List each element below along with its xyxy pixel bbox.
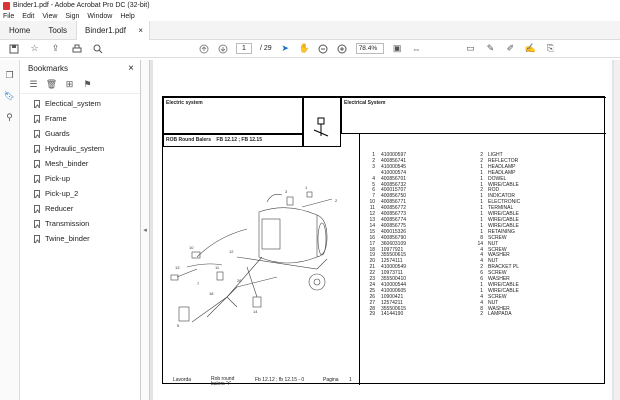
footer-product: Rob round balers "r" — [211, 376, 235, 387]
bookmark-hydraulic-system[interactable] — [20, 141, 140, 156]
sign-icon[interactable]: ✍ — [524, 43, 537, 53]
main-area — [0, 60, 620, 400]
part-description: NUT — [488, 258, 499, 265]
panel-collapse-handle[interactable] — [141, 60, 150, 400]
part-quantity: 6 — [480, 270, 483, 277]
part-description: TERMINAL — [488, 205, 514, 212]
logo-box — [303, 97, 341, 147]
tab-home[interactable]: Home — [9, 25, 31, 35]
part-position: 7 — [372, 193, 375, 200]
svg-text:5: 5 — [177, 323, 180, 328]
header-right-title: Electrical System — [344, 100, 386, 106]
zoom-out-icon[interactable] — [318, 43, 329, 54]
toolbar — [0, 40, 620, 58]
part-quantity: 4 — [480, 252, 483, 259]
bookmark-icon — [34, 205, 40, 213]
part-description: NUT — [488, 240, 499, 247]
tab-bar — [0, 21, 620, 40]
part-description: SCREW — [488, 234, 507, 241]
part-description: LIGHT — [488, 152, 503, 158]
footer-codes: Fb 12.12 ; fb 12.15 - 0 — [255, 377, 305, 383]
part-code: 400015707 — [381, 187, 407, 194]
bookmark-icon — [34, 235, 40, 243]
bookmark-label: Hydraulic_system — [45, 144, 105, 153]
hand-icon[interactable]: ✋ — [298, 43, 310, 53]
bookmark-label: Transmission — [45, 219, 90, 228]
bookmark-guards[interactable] — [20, 126, 140, 141]
footer-brand: Lavorda — [173, 377, 192, 383]
part-quantity: 1 — [480, 181, 483, 188]
part-position: 6 — [372, 187, 375, 194]
part-description: SCREW — [488, 246, 507, 253]
part-position: 28 — [369, 305, 375, 312]
bookmark-electical-system[interactable] — [20, 96, 140, 111]
header-left-box — [163, 97, 303, 134]
bookmarks-panel — [20, 60, 141, 400]
bookmarks-icon[interactable]: 🔖︎ — [3, 91, 16, 101]
tab-document-label: Binder1.pdf — [85, 25, 126, 35]
part-quantity: 4 — [480, 246, 483, 253]
bookmark-reducer[interactable] — [20, 201, 140, 216]
part-quantity: 2 — [480, 311, 483, 318]
part-position: 27 — [369, 299, 375, 306]
page-number-input[interactable]: 1 — [236, 43, 252, 54]
part-description: HEADLAMP — [488, 163, 516, 170]
part-code: 12574211 — [381, 299, 403, 306]
menu-view[interactable]: View — [42, 12, 58, 20]
panel-close-icon[interactable]: × — [128, 62, 134, 74]
part-quantity: 14 — [477, 240, 483, 247]
part-quantity: 1 — [480, 228, 483, 235]
part-quantity: 4 — [480, 293, 483, 300]
part-position: 12 — [369, 211, 375, 218]
new-bookmark-icon[interactable]: ⊞ — [65, 79, 74, 89]
part-position: 29 — [369, 311, 375, 318]
part-quantity: 1 — [480, 175, 483, 182]
star-icon[interactable]: ☆ — [30, 43, 39, 53]
svg-text:26: 26 — [237, 278, 242, 283]
part-description: ELECTRONIC — [488, 199, 521, 206]
column-divider — [359, 134, 360, 385]
model-box — [163, 134, 303, 147]
part-quantity: 2 — [480, 264, 483, 271]
brand-logo-icon — [312, 112, 332, 142]
bookmark-icon — [34, 160, 40, 168]
part-description: WIRE/CABLE — [488, 216, 519, 223]
part-position: 20 — [369, 258, 375, 265]
bookmark-pick-up-2[interactable] — [20, 186, 140, 201]
part-code: 400856750 — [381, 193, 407, 200]
part-position: 18 — [369, 246, 375, 253]
part-code: 12574111 — [381, 258, 403, 265]
prev-page-icon[interactable] — [198, 43, 209, 54]
svg-text:1: 1 — [305, 185, 308, 190]
svg-text:3: 3 — [285, 189, 288, 194]
draw-icon[interactable]: ✐ — [506, 43, 515, 53]
part-position: 26 — [369, 293, 375, 300]
menu-bar — [0, 11, 620, 21]
part-code: 400856732 — [381, 181, 407, 188]
bookmark-label: Frame — [45, 114, 67, 123]
part-code: 400856775 — [381, 222, 407, 229]
menu-sign[interactable]: Sign — [65, 12, 80, 20]
part-quantity: 2 — [480, 187, 483, 194]
part-code: 410000544 — [381, 281, 407, 288]
part-description: WIRE/CABLE — [488, 281, 519, 288]
bookmark-label: Mesh_binder — [45, 159, 89, 168]
menu-window[interactable]: Window — [87, 12, 113, 20]
part-description: WIRE/CABLE — [488, 211, 519, 218]
svg-text:13: 13 — [175, 265, 180, 270]
bookmark-mesh-binder[interactable] — [20, 156, 140, 171]
part-description: REFLECTOR — [488, 157, 519, 164]
header-right-box — [341, 97, 606, 134]
part-position: 11 — [369, 205, 375, 212]
part-row — [367, 312, 607, 318]
part-description: INDICATOR — [488, 193, 516, 200]
part-code: 400856773 — [381, 211, 407, 218]
footer-page-number: 1 — [349, 377, 352, 383]
part-quantity: 6 — [480, 276, 483, 283]
part-quantity: 1 — [480, 205, 483, 212]
svg-text:2: 2 — [335, 198, 338, 203]
part-position: 14 — [369, 222, 375, 229]
title-bar — [0, 0, 620, 11]
chevron-left-icon: ◂ — [143, 227, 147, 234]
bookmark-icon — [34, 145, 40, 153]
bookmark-icon — [34, 100, 40, 108]
part-code: 400856790 — [381, 234, 407, 241]
model-name: ROB Round Balers — [166, 137, 212, 143]
part-position: 10 — [369, 199, 375, 206]
part-quantity: 8 — [480, 305, 483, 312]
part-code: 10973711 — [381, 270, 403, 277]
part-code: 410000545 — [381, 163, 407, 170]
pdf-app-icon — [3, 2, 10, 10]
part-quantity: 2 — [480, 157, 483, 164]
page-total: / 29 — [260, 45, 272, 52]
part-code: 10900421 — [381, 293, 404, 300]
part-position: 5 — [372, 181, 375, 188]
part-position: 22 — [369, 270, 375, 277]
part-description: LAMPADA — [488, 311, 512, 318]
part-position: 13 — [369, 216, 375, 223]
bookmark-icon — [34, 220, 40, 228]
part-description: DOWEL — [488, 175, 507, 182]
bookmarks-title: Bookmarks — [28, 63, 69, 73]
part-quantity: 1 — [480, 199, 483, 206]
svg-text:7: 7 — [197, 281, 200, 286]
zoom-level-select[interactable]: 78.4% — [356, 43, 384, 54]
print-icon[interactable] — [71, 43, 82, 54]
bookmark-label: Pick-up — [45, 174, 71, 183]
part-quantity: 4 — [480, 258, 483, 265]
part-quantity: 4 — [480, 299, 483, 306]
part-position: 21 — [369, 264, 375, 271]
part-code: 400015326 — [381, 228, 407, 235]
exploded-diagram — [167, 157, 357, 362]
svg-text:14: 14 — [253, 309, 258, 314]
part-position: 1 — [372, 152, 375, 158]
svg-text:10: 10 — [189, 245, 194, 250]
part-code: 355500410 — [381, 276, 407, 283]
svg-text:18: 18 — [209, 291, 214, 296]
pdf-page — [153, 60, 612, 400]
part-quantity: 1 — [480, 169, 483, 176]
part-code: 410000605 — [381, 287, 407, 294]
part-description: WIRE/CABLE — [488, 287, 519, 294]
part-description: BRACKET PL — [488, 264, 520, 271]
bookmark-icon — [34, 115, 40, 123]
part-description: WIRE/CABLE — [488, 181, 519, 188]
bookmark-icon — [34, 190, 40, 198]
bookmark-pick-up[interactable] — [20, 171, 140, 186]
bookmark-label: Guards — [45, 129, 70, 138]
model-codes: FB 12.12 ; FB 12.15 — [216, 137, 262, 143]
part-quantity: 1 — [480, 211, 483, 218]
bookmark-label: Reducer — [45, 204, 74, 213]
share-icon[interactable]: ⎘ — [546, 43, 555, 53]
part-description: WASHER — [488, 252, 510, 259]
part-quantity: 1 — [480, 193, 483, 200]
part-quantity: 1 — [480, 281, 483, 288]
part-description: SCREW — [488, 270, 507, 277]
part-code: 355500615 — [381, 305, 407, 312]
save-icon[interactable] — [8, 43, 19, 54]
part-quantity: 2 — [480, 152, 483, 158]
bookmark-icon — [34, 130, 40, 138]
part-description: WIRE/CABLE — [488, 222, 519, 229]
part-quantity: 8 — [480, 234, 483, 241]
part-code: 410000597 — [381, 152, 407, 158]
next-page-icon[interactable] — [217, 43, 228, 54]
part-description: RETAINING — [488, 228, 515, 235]
part-code: 400856771 — [381, 199, 407, 206]
bookmark-label: Electical_system — [45, 99, 101, 108]
part-quantity: 1 — [480, 216, 483, 223]
vertical-scrollbar[interactable] — [614, 60, 620, 400]
options-icon[interactable]: ☰ — [29, 79, 38, 89]
part-code: 355500615 — [381, 252, 407, 259]
bookmark-label: Twine_binder — [45, 234, 90, 243]
svg-text:12: 12 — [229, 249, 234, 254]
window-title: Binder1.pdf - Adobe Acrobat Pro DC (32-bit) — [13, 2, 150, 9]
footer-page-label: Pagina — [323, 377, 339, 383]
parts-list — [367, 153, 607, 318]
tab-document[interactable] — [76, 21, 150, 40]
part-code: 400856701 — [381, 175, 407, 182]
part-position: 25 — [369, 287, 375, 294]
menu-edit[interactable]: Edit — [22, 12, 35, 20]
part-position: 23 — [369, 276, 375, 283]
part-quantity: 1 — [480, 287, 483, 294]
part-description: NUT — [488, 299, 499, 306]
part-code: 10977921 — [381, 246, 404, 253]
menu-help[interactable]: Help — [120, 12, 135, 20]
upload-icon[interactable]: ⇪ — [51, 43, 60, 53]
bookmark-label: Pick-up_2 — [45, 189, 79, 198]
part-description: HEADLAMP — [488, 169, 516, 176]
comment-icon[interactable]: ▭ — [466, 43, 475, 53]
select-cursor-icon[interactable]: ➤ — [281, 43, 289, 53]
part-code: 400856741 — [381, 157, 407, 164]
drawing-sheet — [162, 96, 605, 387]
part-position: 17 — [369, 240, 375, 247]
menu-file[interactable]: File — [3, 12, 15, 20]
part-code: 360603109 — [381, 240, 407, 247]
delete-icon[interactable]: 🗑︎ — [45, 79, 58, 89]
part-position: 15 — [369, 228, 375, 235]
part-position: 4 — [372, 175, 375, 182]
page-fit-icon[interactable]: ▣ — [392, 43, 402, 53]
tab-tools[interactable]: Tools — [48, 25, 68, 35]
attachments-icon[interactable]: ⚲ — [6, 112, 13, 122]
part-code: 400856772 — [381, 205, 407, 212]
search-icon[interactable] — [92, 43, 103, 54]
part-position: 16 — [369, 234, 375, 241]
part-description: ROD — [488, 187, 500, 194]
part-description: WASHER — [488, 305, 510, 312]
part-code: 14144190 — [381, 311, 404, 318]
bookmark-tag-icon[interactable]: ⚑ — [83, 79, 92, 89]
left-rail — [0, 60, 20, 400]
page-thumbnails-icon[interactable]: ❐ — [5, 70, 14, 80]
tab-close-icon[interactable]: × — [138, 25, 144, 35]
part-quantity: 1 — [480, 163, 483, 170]
part-description: SCREW — [488, 293, 507, 300]
bookmark-list — [20, 94, 140, 246]
bookmark-icon — [34, 175, 40, 183]
part-code: 410000549 — [381, 264, 407, 271]
part-code: 400856774 — [381, 216, 407, 223]
part-position: 24 — [369, 281, 375, 288]
part-position: 3 — [372, 163, 375, 170]
bookmark-twine-binder[interactable] — [20, 231, 140, 246]
bookmark-frame[interactable] — [20, 111, 140, 126]
part-position: 19 — [369, 252, 375, 259]
bookmark-transmission[interactable] — [20, 216, 140, 231]
part-description: WASHER — [488, 276, 510, 283]
zoom-in-icon[interactable] — [337, 43, 348, 54]
highlight-icon[interactable]: ✎ — [486, 43, 495, 53]
header-left-title: Electric system — [166, 100, 203, 106]
scroll-mode-icon[interactable]: ⇔ — [411, 43, 421, 54]
document-viewer[interactable] — [150, 60, 620, 400]
part-quantity: 1 — [480, 222, 483, 229]
svg-text:11: 11 — [215, 265, 220, 270]
part-position: 2 — [372, 157, 375, 164]
part-code: 410000574 — [381, 169, 407, 176]
